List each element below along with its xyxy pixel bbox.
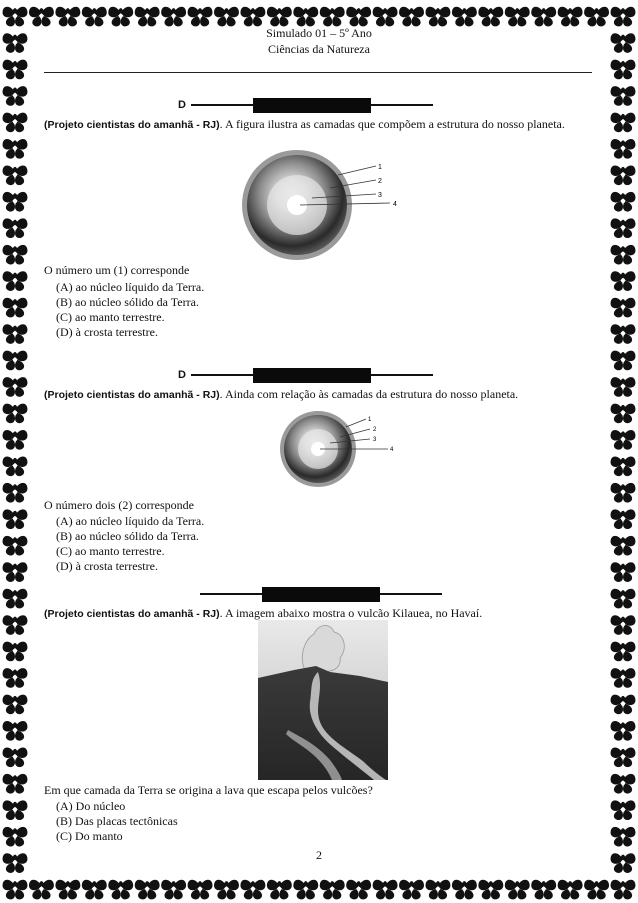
question-2-stem: O número dois (2) corresponde (44, 498, 194, 512)
redaction-bar (253, 368, 371, 383)
question-2-heading (178, 368, 433, 382)
heading-dash (191, 374, 253, 376)
question-3-text: . A imagem abaixo mostra o vulcão Kilauea, no Havaí. (219, 606, 483, 620)
heading-dash (380, 593, 442, 595)
heading-dash (200, 593, 262, 595)
question-3-option-c[interactable]: (C) Do manto (56, 829, 123, 843)
question-2-option-a[interactable]: (A) ao núcleo líquido da Terra. (56, 514, 205, 528)
figure-label: 1 (368, 417, 372, 423)
exam-subject: Ciências da Natureza (268, 42, 370, 56)
question-2-text: . Ainda com relação às camadas da estrutura do nosso planeta. (219, 387, 519, 401)
earth-layers-figure-1 (230, 150, 410, 265)
question-1-option-c[interactable]: (C) ao manto terrestre. (56, 310, 165, 324)
figure-label: 2 (373, 427, 377, 433)
heading-dash (371, 104, 433, 106)
question-2-option-b[interactable]: (B) ao núcleo sólido da Terra. (56, 529, 199, 543)
question-3-source: (Projeto cientistas do amanhã - RJ) (44, 608, 220, 620)
question-2-source: (Projeto cientistas do amanhã - RJ) (44, 389, 220, 401)
question-3-stem: Em que camada da Terra se origina a lava que escapa pelos vulcões? (44, 783, 373, 797)
question-3-option-b[interactable]: (B) Das placas tectônicas (56, 814, 178, 828)
question-1-option-a[interactable]: (A) ao núcleo líquido da Terra. (56, 280, 205, 294)
question-2-option-c[interactable]: (C) ao manto terrestre. (56, 544, 165, 558)
earth-layers-figure-2 (278, 408, 418, 490)
question-1-intro (44, 116, 592, 133)
figure-label: 3 (378, 192, 382, 199)
question-3-option-a[interactable]: (A) Do núcleo (56, 799, 126, 813)
redaction-bar (262, 587, 380, 602)
figure-label: 2 (378, 178, 382, 185)
question-1-option-b[interactable]: (B) ao núcleo sólido da Terra. (56, 295, 199, 309)
question-1-stem: O número um (1) corresponde (44, 263, 190, 277)
question-1-heading (178, 98, 433, 112)
figure-label: 3 (373, 437, 377, 443)
question-3-heading (200, 587, 442, 601)
header-divider (44, 72, 592, 73)
question-1-option-d[interactable]: (D) à crosta terrestre. (56, 325, 158, 339)
figure-label: 4 (393, 201, 397, 208)
question-2-letter: D (178, 369, 186, 381)
question-2-intro (44, 386, 518, 403)
figure-label: 1 (378, 164, 382, 171)
question-2-option-d[interactable]: (D) à crosta terrestre. (56, 559, 158, 573)
heading-dash (371, 374, 433, 376)
redaction-bar (253, 98, 371, 113)
heading-dash (191, 104, 253, 106)
question-1-text: . A figura ilustra as camadas que compõem a estrutura do nosso planeta. (219, 117, 565, 131)
exam-title: Simulado 01 – 5º Ano (266, 26, 372, 40)
kilauea-volcano-photo (258, 620, 388, 780)
question-1-source: (Projeto cientistas do amanhã - RJ) (44, 119, 220, 131)
figure-label: 4 (390, 447, 394, 453)
question-1-letter: D (178, 99, 186, 111)
page-number: 2 (316, 848, 322, 862)
